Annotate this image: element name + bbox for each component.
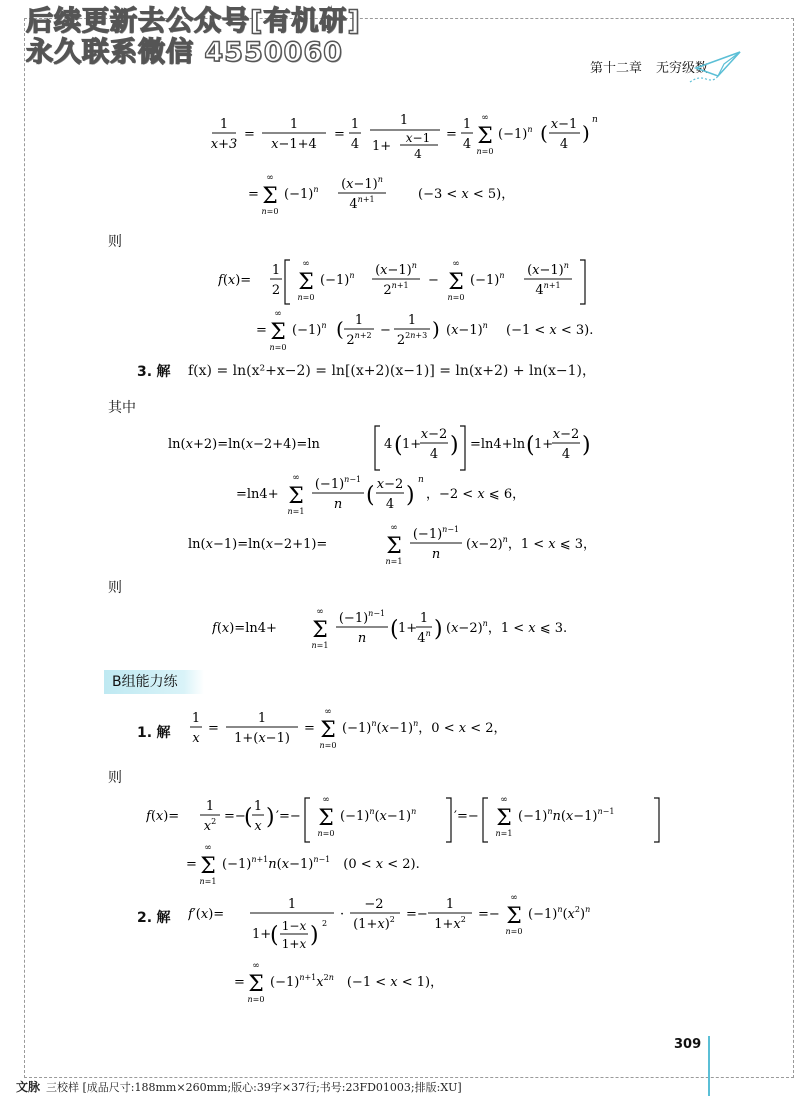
svg-text:(−1)n: $(-1)^n$ (284, 185, 319, 202)
equation-2b-svg (256, 306, 636, 362)
svg-text:22n+3: $2^{2n+3}$ (396, 331, 428, 348)
svg-text:x−1: x−1 (550, 117, 578, 132)
svg-text:(x−2)n，1 < x ⩽ 3.: $(x-2)^n$，1 < x ⩽ 3. (446, 619, 568, 636)
svg-text:Σ: Σ (320, 718, 336, 743)
svg-text:2n+2: $2^{n+2}$ (346, 331, 372, 348)
svg-text:Σ: Σ (312, 618, 328, 643)
svg-text:x2: $x^2$ (203, 817, 217, 834)
svg-text:Σ: Σ (200, 854, 216, 879)
svg-text:x−2: x−2 (376, 477, 404, 492)
svg-text:4: 4 (462, 137, 472, 152)
problem-b2-jie: 解 (156, 910, 171, 926)
svg-text:(x−2)n，1 < x ⩽ 3，: $(x-2)^n$，1 < x ⩽ 3， (466, 535, 597, 552)
svg-text:·: · (340, 907, 345, 922)
svg-text:=: = (234, 975, 245, 990)
svg-text:1+: 1+ (398, 621, 418, 636)
text-ze-3: 则 (108, 770, 122, 786)
svg-text:4: 4 (385, 497, 395, 512)
svg-text:∞: ∞ (252, 961, 260, 971)
svg-text:(x−1)n: $(x-1)^n$ (446, 321, 488, 338)
svg-text:1: 1 (407, 313, 417, 328)
svg-text:x−2: x−2 (420, 427, 448, 442)
equation-b2-svg (188, 890, 658, 956)
svg-text:=: = (244, 127, 255, 142)
svg-text:n=0: n=0 (261, 207, 279, 216)
problem-b1-jie: 解 (156, 725, 171, 741)
svg-text:−: − (428, 273, 439, 288)
chapter-title: 无穷级数 (656, 61, 709, 76)
svg-text:n=0: n=0 (247, 995, 265, 1004)
equation-3c-svg (188, 520, 648, 576)
svg-text:4n+1: $4^{n+1}$ (535, 281, 561, 298)
svg-text:n: n (333, 497, 343, 512)
svg-text:): ) (450, 433, 459, 458)
watermark-line-2: 永久联系微信 4550060 (26, 37, 343, 68)
svg-text:4: 4 (429, 447, 439, 462)
footer-brand: 文脉 (16, 1080, 41, 1094)
watermark (26, 6, 406, 68)
svg-text:n=0: n=0 (317, 829, 335, 838)
svg-text:(−1)n(x2)n: $(-1)^n(x^2)^n$ (528, 905, 591, 922)
svg-text:1: 1 (271, 263, 281, 278)
svg-text:1: 1 (219, 117, 229, 132)
svg-text:Σ: Σ (298, 270, 314, 295)
svg-text:∞: ∞ (292, 473, 300, 483)
svg-text:−: − (380, 323, 391, 338)
svg-text:=−: =− (224, 809, 246, 824)
equation-3-main: f(x) = ln(x²+x−2) = ln[(x+2)(x−1)] = ln(x+2) + ln(x−1)， (188, 363, 596, 379)
svg-text:=: = (304, 721, 315, 736)
svg-text:1: 1 (287, 897, 297, 912)
svg-text:n=1: n=1 (495, 829, 513, 838)
text-ze-2: 则 (108, 580, 122, 596)
svg-text:(−1 < x < 3).: (−1 < x < 3). (506, 323, 594, 338)
svg-text:x: x (254, 819, 262, 834)
problem-b1-heading (137, 722, 171, 742)
page-frame-left (24, 18, 25, 1078)
svg-text:(−1)n: $(-1)^n$ (470, 271, 505, 288)
svg-text:n=0: n=0 (269, 343, 287, 352)
equation-b1-svg (188, 704, 568, 760)
svg-text:Σ: Σ (288, 484, 304, 509)
svg-text:n=1: n=1 (385, 557, 403, 566)
page-frame-right (793, 18, 794, 1078)
svg-text:∞: ∞ (500, 795, 508, 805)
equation-1b-svg (248, 170, 548, 226)
svg-text:1+x2: $1+x^2$ (434, 915, 466, 932)
svg-text:=−: =− (478, 907, 500, 922)
svg-text:∞: ∞ (274, 309, 282, 319)
svg-text:): ) (266, 805, 275, 830)
footer-text: 三校样 [成品尺寸:188mm×260mm;版心:39字×37行;书号:23FD01003;排版:XU] (46, 1081, 462, 1094)
svg-text:n: n (431, 547, 441, 562)
equation-1a-svg (200, 110, 620, 170)
svg-text:(−1)n−1: $(-1)^{n-1}$ (338, 609, 386, 626)
equation-3d-svg (212, 604, 632, 660)
svg-text:f(x)=ln4+: f(x)=ln4+ (212, 621, 277, 636)
svg-text:x: x (192, 731, 200, 746)
svg-text:(−1)n+1x2n (−1 < x < 1)，: $(-1)^{n+1}x^{2n}$ (−1 < x < 1)， (270, 973, 444, 990)
svg-text:=ln4+ln: =ln4+ln (470, 437, 526, 452)
svg-text:∞: ∞ (266, 173, 274, 183)
svg-text:n=0: n=0 (505, 927, 523, 936)
svg-text:′=−: ′=− (454, 809, 479, 824)
svg-text:f′(x)=: f′(x)= (188, 907, 225, 922)
page-number: 309 (674, 1037, 702, 1052)
svg-text:Σ: Σ (248, 972, 264, 997)
svg-text:(−1)n(x−1)n，0 < x < 2，: $(-1)^n(x-1)^n$，0 < x < 2， (342, 719, 507, 736)
svg-text:(: ( (270, 923, 279, 948)
svg-text:(x−1)n: $(x-1)^n$ (527, 261, 569, 278)
svg-text:): ) (582, 433, 591, 458)
svg-text:′=−: ′=− (276, 809, 301, 824)
svg-text:∞: ∞ (510, 893, 518, 903)
section-b-tag: B组能力练 (104, 670, 204, 694)
svg-text:∞: ∞ (390, 523, 398, 533)
svg-text:(1+x)2: $(1+x)^2$ (353, 915, 395, 932)
svg-text:∞: ∞ (324, 707, 332, 717)
svg-text:(−1)n−1: $(-1)^{n-1}$ (412, 525, 460, 542)
svg-text:4: 4 (561, 447, 571, 462)
svg-text:1+(x−1): 1+(x−1) (234, 731, 290, 746)
svg-text:2: 2 (271, 283, 281, 298)
svg-text:): ) (434, 617, 443, 642)
svg-text:1: 1 (257, 711, 267, 726)
svg-text:(: ( (394, 433, 403, 458)
svg-text:(: ( (526, 433, 535, 458)
svg-text:=: = (208, 721, 219, 736)
svg-text:ln(x+2)=ln(x−2+4)=ln: ln(x+2)=ln(x−2+4)=ln (168, 437, 320, 452)
svg-text:=ln4+: =ln4+ (236, 487, 279, 502)
svg-text:1: 1 (399, 113, 409, 128)
svg-text:(: ( (244, 805, 253, 830)
svg-text:1+x: 1+x (281, 937, 307, 951)
svg-text:=: = (334, 127, 345, 142)
svg-text:Σ: Σ (448, 270, 464, 295)
svg-text:1+: 1+ (252, 927, 272, 942)
svg-text:=: = (446, 127, 457, 142)
equation-3b-svg (236, 470, 576, 526)
svg-text:n: n (357, 631, 367, 646)
svg-text:f(x)=: f(x)= (146, 809, 180, 824)
svg-text:1: 1 (350, 117, 360, 132)
svg-text:4n+1: $4^{n+1}$ (349, 195, 375, 212)
svg-text:=: = (186, 857, 197, 872)
svg-text:(−1)n: $(-1)^n$ (292, 321, 327, 338)
svg-text:): ) (406, 483, 415, 508)
problem-3-jie: 解 (156, 364, 171, 380)
svg-text:x+3: x+3 (210, 137, 238, 152)
svg-text:∞: ∞ (322, 795, 330, 805)
svg-text:∞: ∞ (452, 259, 460, 269)
svg-text:n=0: n=0 (319, 741, 337, 750)
svg-text:Σ: Σ (270, 320, 286, 345)
svg-text:2n+1: $2^{n+1}$ (383, 281, 409, 298)
svg-text:x−2: x−2 (552, 427, 580, 442)
svg-text:1: 1 (289, 117, 299, 132)
svg-text:n: n (418, 475, 424, 485)
svg-text:∞: ∞ (204, 843, 212, 853)
svg-text:x−1: x−1 (405, 131, 431, 145)
svg-text:4: 4 (350, 137, 360, 152)
svg-text:1: 1 (205, 799, 215, 814)
svg-text:ln(x−1)=ln(x−2+1)=: ln(x−1)=ln(x−2+1)= (188, 537, 328, 552)
svg-text:1: 1 (253, 799, 263, 814)
chapter-label: 第十二章 (590, 61, 643, 76)
svg-text:n: n (592, 115, 598, 125)
svg-text:Σ: Σ (506, 904, 522, 929)
svg-text:Σ: Σ (477, 124, 493, 149)
svg-text:x−1+4: x−1+4 (271, 137, 317, 152)
equation-4b-svg (186, 840, 526, 896)
svg-text:4n: 4$^n$ (417, 629, 431, 646)
svg-text:(: ( (390, 617, 399, 642)
problem-3-heading (137, 361, 171, 381)
svg-text:1+: 1+ (402, 437, 422, 452)
svg-text:): ) (582, 121, 590, 145)
text-ze-1: 则 (108, 234, 122, 250)
svg-text:n=1: n=1 (199, 877, 217, 886)
svg-text:=: = (248, 187, 259, 202)
svg-text:n=0: n=0 (447, 293, 465, 302)
svg-text:∞: ∞ (316, 607, 324, 617)
svg-text:): ) (310, 923, 319, 948)
svg-text:=−: =− (406, 907, 428, 922)
svg-text:(x−1)n: $(x-1)^n$ (341, 175, 383, 192)
svg-text:n=0: n=0 (297, 293, 315, 302)
svg-text:(: ( (366, 483, 375, 508)
svg-text:(−1)n(x−1)n: $(-1)^n(x-1)^n$ (340, 807, 417, 824)
svg-text:(−3 < x < 5)，: (−3 < x < 5)， (418, 187, 515, 202)
problem-3-number: 3. (137, 364, 153, 380)
svg-text:=: = (256, 323, 267, 338)
svg-text:f(x)=: f(x)= (218, 273, 252, 288)
text-qizhong: 其中 (108, 400, 136, 416)
svg-text:Σ: Σ (262, 184, 278, 209)
problem-b2-number: 2. (137, 910, 153, 926)
svg-text:4: 4 (559, 137, 569, 152)
svg-text:(−1)n: $(-1)^n$ (498, 125, 533, 142)
page-number-rule (708, 1036, 710, 1096)
svg-text:∞: ∞ (481, 113, 489, 123)
problem-b2-heading (137, 907, 171, 927)
equation-5b-svg (234, 958, 554, 1014)
svg-text:2: 2 (322, 919, 328, 928)
svg-text:(−1)n: $(-1)^n$ (320, 271, 355, 288)
svg-text:Σ: Σ (386, 534, 402, 559)
svg-text:，−2 < x ⩽ 6，: ，−2 < x ⩽ 6， (426, 487, 526, 502)
svg-text:(x−1)n: $(x-1)^n$ (375, 261, 417, 278)
svg-text:Σ: Σ (496, 806, 512, 831)
svg-text:(: ( (336, 317, 344, 341)
svg-text:1: 1 (462, 117, 472, 132)
svg-text:n=1: n=1 (311, 641, 329, 650)
svg-text:(−1)n−1: $(-1)^{n-1}$ (314, 475, 362, 492)
svg-text:4: 4 (414, 147, 422, 161)
svg-text:1: 1 (445, 897, 455, 912)
svg-text:(: ( (540, 121, 548, 145)
svg-text:n=0: n=0 (476, 147, 494, 156)
svg-text:1: 1 (354, 313, 364, 328)
svg-text:1: 1 (419, 611, 429, 626)
svg-text:4: 4 (384, 437, 393, 452)
footer-imprint (16, 1078, 462, 1095)
paper-plane-icon (688, 46, 744, 86)
svg-text:n=1: n=1 (287, 507, 305, 516)
watermark-line-1: 后续更新去公众号[有机研] (26, 6, 361, 37)
equation-2a-svg (218, 254, 598, 310)
svg-text:1−x: 1−x (281, 919, 307, 933)
svg-text:1+: 1+ (534, 437, 554, 452)
svg-text:1: 1 (191, 711, 201, 726)
svg-text:−2: −2 (364, 897, 384, 912)
svg-text:∞: ∞ (302, 259, 310, 269)
problem-b1-number: 1. (137, 725, 153, 741)
svg-text:Σ: Σ (318, 806, 334, 831)
svg-text:(−1)nn(x−1)n−1: $(-1)^nn(x-1)^{n-1}$ (518, 807, 615, 824)
equation-3a-svg (168, 420, 648, 476)
svg-text:(−1)n+1n(x−1)n−1 (0 < x < 2).: $(-1)^{n+1}n(x-1)^{n-1}$ (0 < x < 2). (222, 855, 420, 872)
svg-text:): ) (432, 317, 440, 341)
svg-text:1+: 1+ (372, 139, 392, 154)
